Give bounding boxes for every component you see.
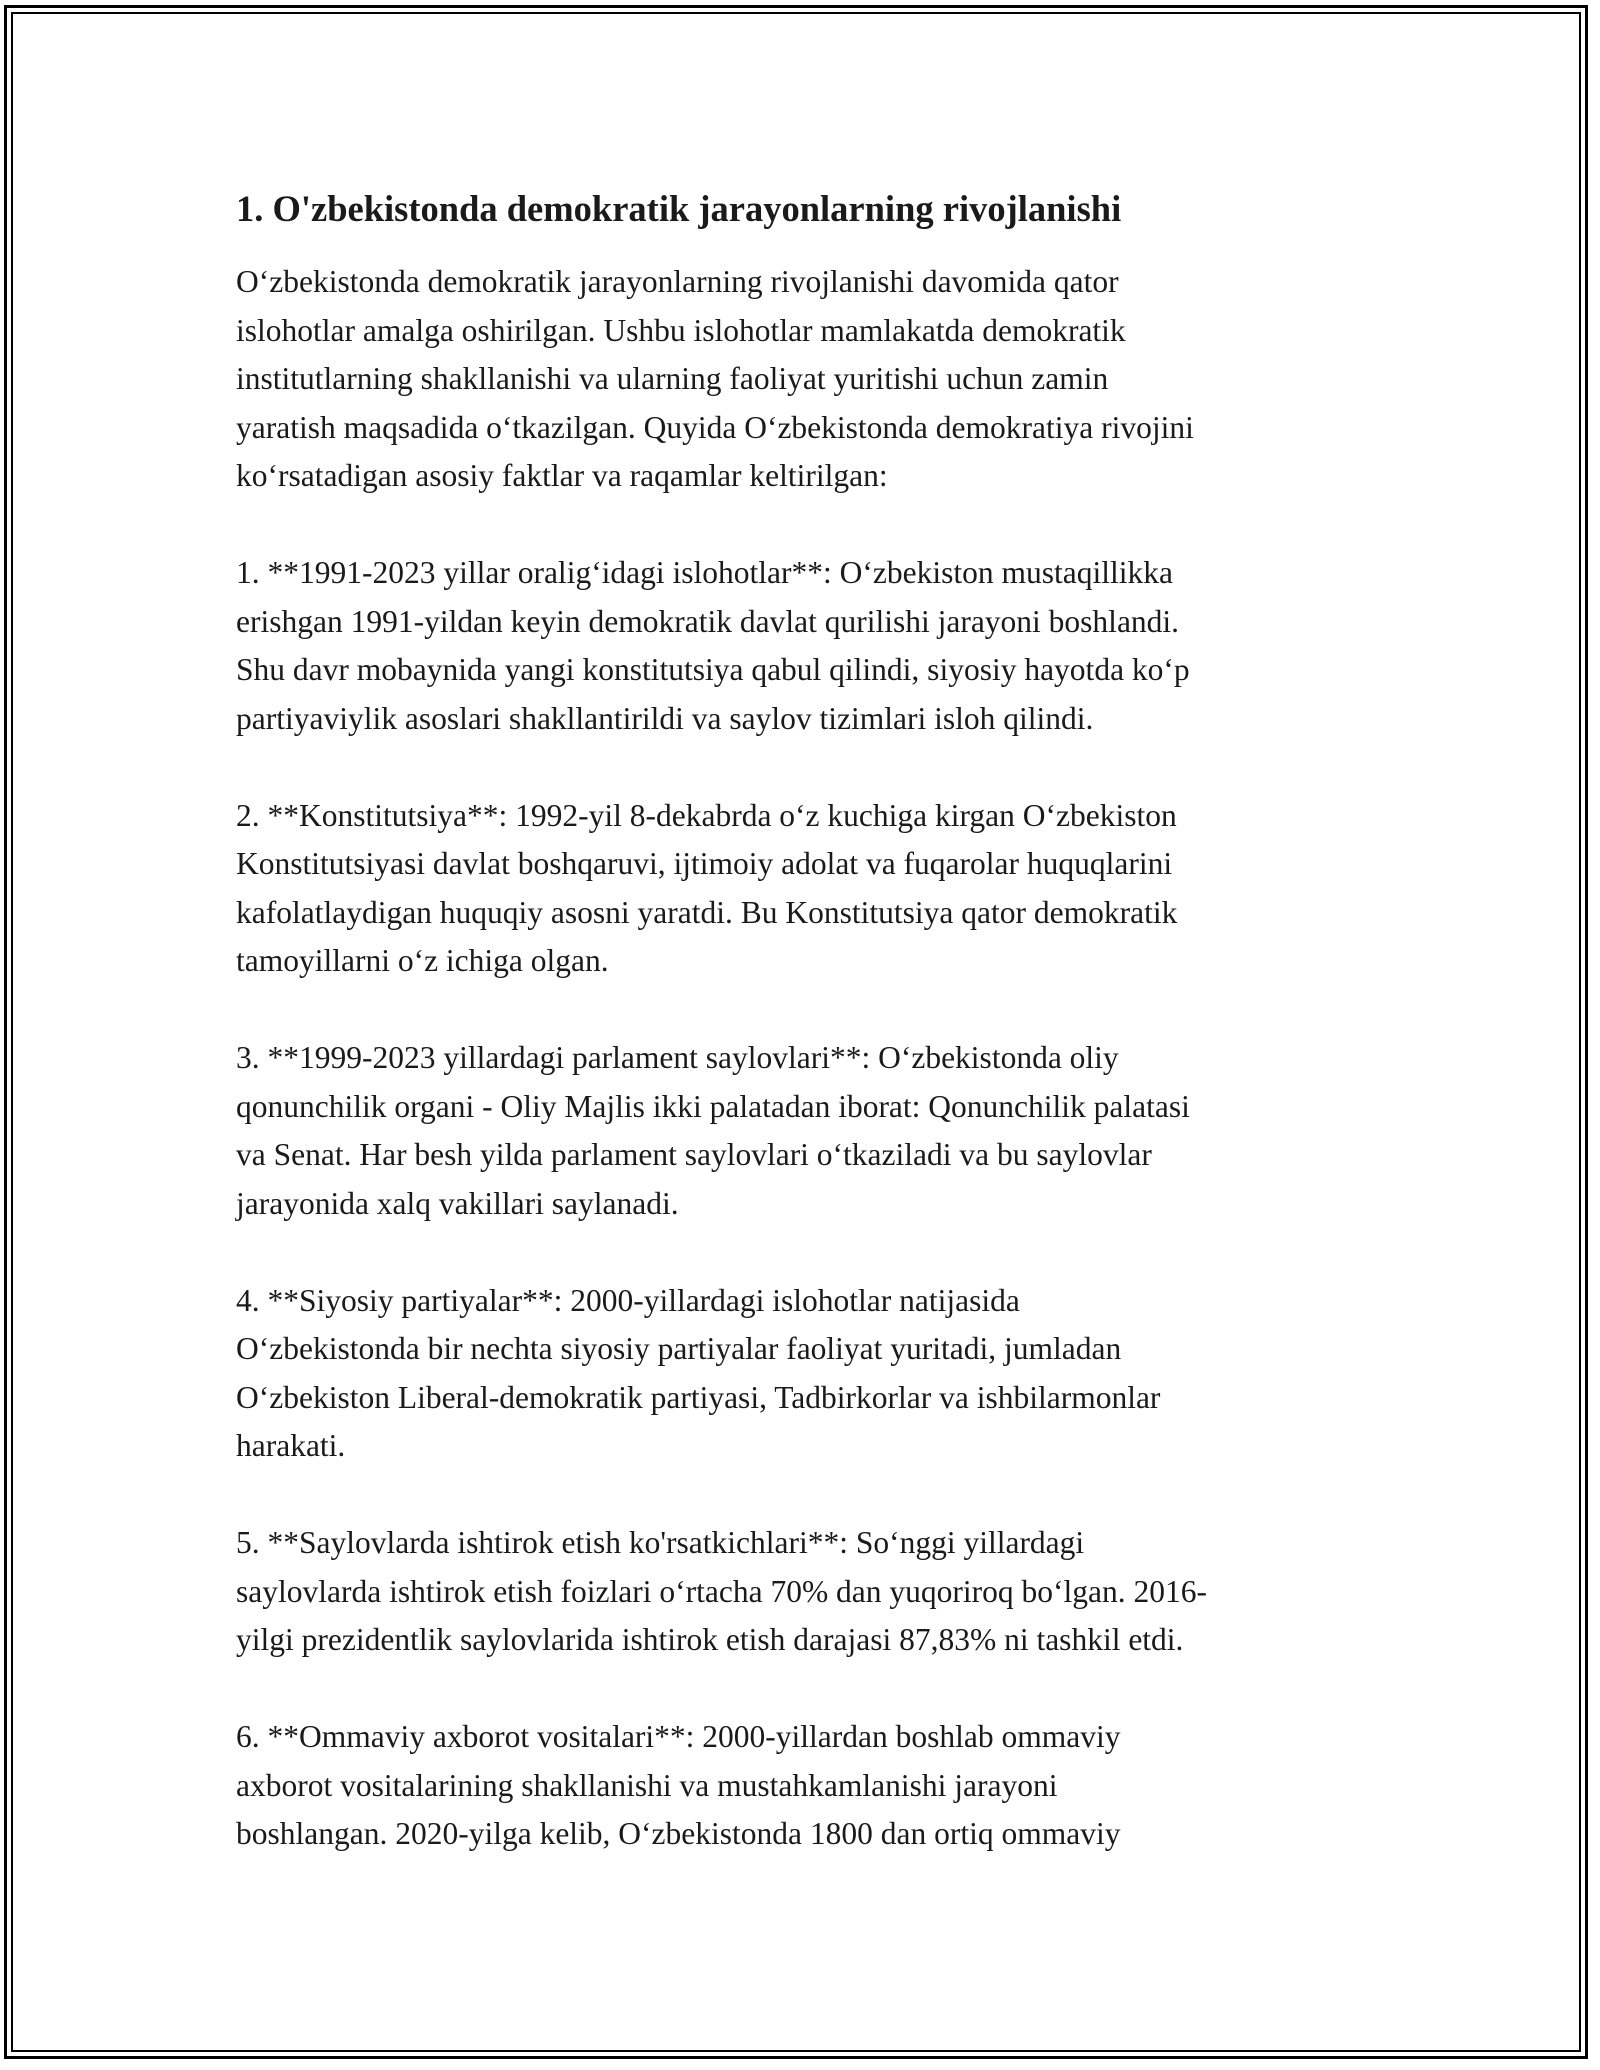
text-line: partiyaviylik asoslari shakllantirildi va saylov tizimlari isloh qilindi.: [236, 700, 1094, 736]
text-line: 5. **Saylovlarda ishtirok etish ko'rsatkichlari**: So‘nggi yillardagi: [236, 1525, 1085, 1560]
text-line: kafolatlaydigan huquqiy asosni yaratdi. Bu Konstitutsiya qator demokratik: [236, 894, 1178, 930]
text-line: saylovlarda ishtirok etish foizlari o‘rtacha 70% dan yuqoriroq bo‘lgan. 2016-: [236, 1573, 1207, 1609]
text-line: yaratish maqsadida o‘tkazilgan. Quyida O‘zbekistonda demokratiya rivojini: [236, 409, 1194, 445]
document-page: [236, 185, 1376, 1859]
text-line: O‘zbekiston Liberal-demokratik partiyasi, Tadbirkorlar va ishbilarmonlar: [236, 1379, 1161, 1415]
text-line: 2. **Konstitutsiya**: 1992-yil 8-dekabrda o‘z kuchiga kirgan O‘zbekiston: [236, 797, 1177, 833]
text-line: 3. **1999-2023 yillardagi parlament saylovlari**: O‘zbekistonda oliy: [236, 1040, 1119, 1075]
text-line: boshlangan. 2020-yilga kelib, O‘zbekistonda 1800 dan ortiq ommaviy: [236, 1816, 1121, 1851]
text-line: jarayonida xalq vakillari saylanadi.: [236, 1185, 679, 1221]
text-line: qonunchilik organi - Oliy Majlis ikki palatadan iborat: Qonunchilik palatasi: [236, 1088, 1190, 1124]
text-line: va Senat. Har besh yilda parlament saylovlari o‘tkaziladi va bu saylovlar: [236, 1137, 1152, 1172]
paragraph-item-4: [236, 1277, 1376, 1471]
text-line: harakati.: [236, 1428, 346, 1463]
text-line: axborot vositalarining shakllanishi va mustahkamlanishi jarayoni: [236, 1767, 1058, 1803]
text-line: O‘zbekistonda bir nechta siyosiy partiyalar faoliyat yuritadi, jumladan: [236, 1331, 1122, 1366]
text-line: institutlarning shakllanishi va ularning faoliyat yuritishi uchun zamin: [236, 361, 1109, 396]
paragraph-item-2: [236, 792, 1376, 986]
text-line: 4. **Siyosiy partiyalar**: 2000-yillardagi islohotlar natijasida: [236, 1282, 1020, 1318]
paragraph-item-3: [236, 1034, 1376, 1228]
paragraph-intro: [236, 258, 1376, 501]
text-line: islohotlar amalga oshirilgan. Ushbu islohotlar mamlakatda demokratik: [236, 312, 1126, 348]
text-line: erishgan 1991-yildan keyin demokratik davlat qurilishi jarayoni boshlandi.: [236, 603, 1180, 639]
text-line: 1. **1991-2023 yillar oralig‘idagi islohotlar**: O‘zbekiston mustaqillikka: [236, 555, 1173, 590]
text-line: Konstitutsiyasi davlat boshqaruvi, ijtimoiy adolat va fuqarolar huquqlarini: [236, 846, 1173, 881]
text-line: Shu davr mobaynida yangi konstitutsiya qabul qilindi, siyosiy hayotda ko‘p: [236, 652, 1190, 687]
text-line: O‘zbekistonda demokratik jarayonlarning rivojlanishi davomida qator: [236, 264, 1119, 299]
text-line: yilgi prezidentlik saylovlarida ishtirok etish darajasi 87,83% ni tashkil etdi.: [236, 1622, 1184, 1657]
paragraph-item-6: [236, 1713, 1376, 1859]
paragraph-item-1: [236, 549, 1376, 743]
text-line: tamoyillarni o‘z ichiga olgan.: [236, 943, 609, 978]
text-line: ko‘rsatadigan asosiy faktlar va raqamlar keltirilgan:: [236, 458, 888, 493]
paragraph-item-5: [236, 1519, 1376, 1665]
text-line: 6. **Ommaviy axborot vositalari**: 2000-yillardan boshlab ommaviy: [236, 1719, 1121, 1754]
document-title: 1. O'zbekistonda demokratik jarayonlarning rivojlanishi: [236, 188, 1122, 229]
